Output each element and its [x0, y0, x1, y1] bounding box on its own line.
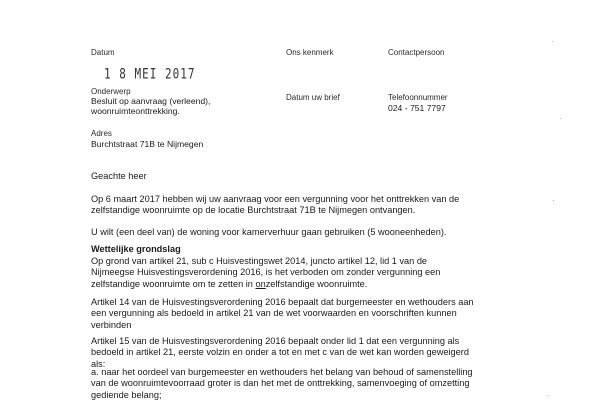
onderwerp-line-2: woonruimteonttrekking.	[91, 106, 180, 116]
paragraph-article-14	[91, 297, 474, 331]
paragraph-intent: U wilt (een deel van) de woning voor kamerverhuur gaan gebruiken (5 wooneenheden).	[91, 227, 447, 237]
paragraph-line: Nijmeegse Huisvestingsverordening 2016, is het verboden om zonder vergunning een	[91, 267, 441, 278]
ons-kenmerk-label: Ons kenmerk	[286, 48, 334, 57]
text-run: zelfstandige woonruimte om te zetten in	[91, 278, 256, 289]
datum-label: Datum	[91, 48, 115, 57]
paragraph-refusal-ground-a	[91, 367, 473, 401]
telefoonnummer-label: Telefoonnummer	[388, 93, 448, 102]
salutation: Geachte heer	[91, 171, 147, 181]
scan-speck	[552, 41, 553, 42]
telefoonnummer-value: 024 - 751 7797	[388, 103, 446, 113]
paragraph-line: Artikel 15 van de Huisvestingsverordening 2016 bepaalt onder lid 1 dat een vergunning als	[91, 336, 460, 346]
paragraph-line: Artikel 14 van de Huisvestingsverordening 2016 bepaalt dat burgemeester en wethouders aan	[91, 297, 474, 307]
paragraph-line: bedoeld in artikel 21, eerste volzin en onder a tot en met c van de wet kan worden geweigerd	[91, 347, 469, 358]
paragraph-line: als:	[91, 358, 106, 369]
underlined-prefix: on	[255, 278, 266, 289]
contactpersoon-label: Contactpersoon	[388, 48, 445, 57]
scan-speck	[548, 395, 549, 396]
onderwerp-label: Onderwerp	[91, 87, 131, 96]
onderwerp-line-1: Besluit op aanvraag (verleend),	[91, 96, 211, 106]
paragraph-receipt	[91, 194, 459, 217]
text-run: zelfstandige woonruimte.	[265, 278, 368, 289]
adres-label: Adres	[91, 129, 112, 138]
paragraph-line: van de woonruimtevoorraad groter is dan het met de onttrekking, samenvoeging of omzetting	[91, 378, 470, 389]
paragraph-line: een vergunning als bedoeld in artikel 21 van de wet voorwaarden en voorschriften kunnen	[91, 308, 457, 319]
paragraph-line: gediende belang;	[91, 389, 162, 400]
paragraph-line: Op 6 maart 2017 hebben wij uw aanvraag voor een vergunning voor het onttrekken van de	[91, 194, 460, 204]
paragraph-line: verbinden	[91, 319, 132, 330]
datum-uw-brief-label: Datum uw brief	[286, 93, 340, 102]
paragraph-line: zelfstandige woonruimte op de locatie Burchtstraat 71B te Nijmegen ontvangen.	[91, 205, 416, 216]
paragraph-line: a. naar het oordeel van burgemeester en wethouders het belang van behoud of samenstelling	[91, 367, 473, 377]
paragraph-legal-basis	[91, 256, 440, 290]
scan-speck	[553, 200, 554, 201]
paragraph-line	[91, 279, 440, 290]
scan-speck	[560, 118, 561, 119]
paragraph-line: Op grond van artikel 21, sub c Huisvestingswet 2014, juncto artikel 12, lid 1 van de	[91, 256, 428, 266]
date-stamp: 1 8 MEI 2017	[104, 66, 196, 83]
paragraph-article-15	[91, 336, 469, 370]
adres-value: Burchtstraat 71B te Nijmegen	[91, 139, 204, 149]
section-heading: Wettelijke grondslag	[91, 244, 181, 254]
